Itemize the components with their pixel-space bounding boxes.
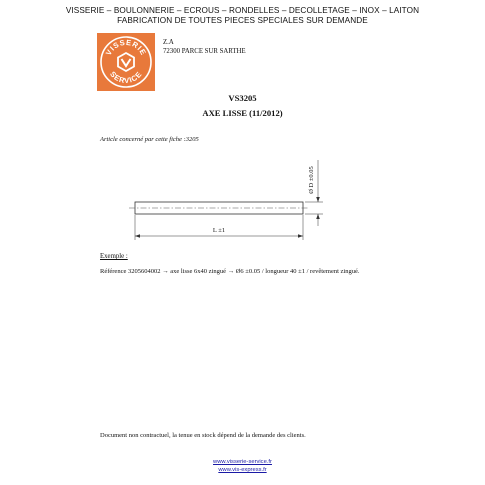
product-name: AXE LISSE (11/2012) (202, 108, 283, 118)
length-label: L ±1 (212, 227, 226, 234)
arrow-up-icon (316, 214, 320, 219)
logo-top-text: VISSERIE (103, 37, 149, 57)
logo-bottom-text: SERVICE (108, 69, 144, 86)
company-address (163, 38, 246, 56)
example-reference: Référence 3205604002 → axe lisse 6x40 zingué → Ø6 ±0.05 / longueur 40 ±1 / revêtement zingué. (100, 268, 360, 275)
arrow-right-icon (298, 234, 303, 238)
product-code: VS3205 (228, 93, 257, 103)
link-visserie-service[interactable]: www.visserie-service.fr (213, 459, 272, 465)
arrow-down-icon (316, 197, 320, 202)
visserie-service-logo (97, 33, 155, 91)
header-line-1: VISSERIE – BOULONNERIE – ECROUS – RONDELLES – DECOLLETAGE – INOX – LAITON (65, 6, 420, 15)
link-vis-express[interactable]: www.vis-express.fr (218, 467, 267, 473)
arrow-left-icon (135, 234, 140, 238)
header-line-2: FABRICATION DE TOUTES PIECES SPECIALES SUR DEMANDE (117, 16, 368, 25)
example-heading: Exemple : (100, 253, 128, 260)
article-reference: Article concerné par cette fiche :3205 (100, 136, 199, 143)
technical-drawing (125, 152, 335, 244)
address-line-1: Z.A (163, 39, 174, 46)
diameter-label: Ø D ±0.05 (308, 166, 315, 194)
disclaimer: Document non contractuel, la tenue en stock dépend de la demande des clients. (100, 432, 306, 439)
address-line-2: 72300 PARCE SUR SARTHE (163, 48, 246, 55)
